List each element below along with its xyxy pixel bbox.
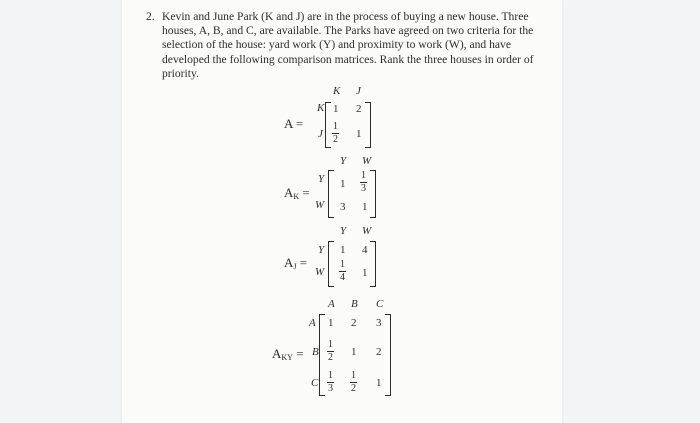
row-label-b: B — [312, 346, 319, 358]
col-label-k: K — [333, 85, 341, 97]
matrix-cell: 1 — [376, 377, 382, 389]
fraction-cell — [327, 340, 334, 363]
fraction-cell — [339, 260, 346, 283]
col-label-j: J — [356, 85, 361, 97]
left-bracket — [319, 314, 325, 396]
col-label-y: Y — [340, 225, 347, 237]
row-label-w: W — [315, 266, 325, 278]
matrix-cell: 1 — [356, 128, 362, 140]
textbook-page — [122, 0, 562, 423]
right-bracket — [370, 170, 376, 218]
matrix-cell: 1 — [333, 103, 339, 115]
numerator: 1 — [328, 370, 333, 381]
denominator: 4 — [340, 272, 345, 283]
matrix-name: $A_{KY}$ = — [272, 346, 304, 362]
left-bracket — [328, 170, 334, 218]
col-label-w: W — [362, 155, 372, 167]
right-bracket — [370, 241, 376, 287]
numerator: 1 — [340, 259, 345, 270]
denominator: 2 — [351, 383, 356, 394]
col-label-w: W — [362, 225, 372, 237]
fraction-cell — [360, 171, 367, 194]
fraction-cell — [327, 371, 334, 394]
row-label-c: C — [311, 377, 319, 389]
row-label-w: W — [315, 199, 325, 211]
row-label-k: K — [317, 102, 325, 114]
matrix-cell: 2 — [356, 103, 362, 115]
matrix-name: $A_K$ = — [284, 185, 310, 201]
row-label-a: A — [309, 317, 316, 329]
col-label-y: Y — [340, 155, 347, 167]
numerator: 1 — [351, 370, 356, 381]
right-bracket — [385, 314, 391, 396]
problem-number: 2. — [146, 10, 155, 23]
row-label-j: J — [318, 128, 323, 140]
matrix-cell: 1 — [362, 201, 368, 213]
left-bracket — [325, 102, 331, 148]
row-label-y: Y — [318, 173, 325, 185]
left-bracket — [328, 241, 334, 287]
problem-text: Kevin and June Park (K and J) are in the process of buying a new house. Three houses, A, B, and C, are available. The Parks have agreed on two criteria for the selection of the house: yard work (Y) and proximity to work (W), and have developed the following comparison matrices. Rank the three houses in order of priority. — [162, 10, 534, 80]
matrix-a-name: A = — [284, 116, 304, 131]
col-label-b: B — [351, 298, 358, 310]
right-bracket — [365, 102, 371, 148]
numerator: 1 — [361, 170, 366, 181]
col-label-c: C — [376, 298, 384, 310]
denominator: 3 — [361, 183, 366, 194]
matrix-cell: 1 — [340, 244, 346, 256]
matrix-cell: 2 — [351, 317, 357, 329]
matrix-cell: 1 — [328, 317, 334, 329]
denominator: 2 — [328, 352, 333, 363]
matrix-cell: 1 — [340, 178, 346, 190]
matrix-cell: 3 — [376, 317, 382, 329]
fraction-cell — [350, 371, 357, 394]
matrix-name: $A_J$ = — [284, 255, 308, 271]
matrix-cell: 4 — [362, 244, 368, 256]
numerator: 1 — [328, 339, 333, 350]
denominator: 3 — [328, 383, 333, 394]
matrix-cell: 3 — [340, 201, 346, 213]
denominator: 2 — [333, 134, 338, 145]
fraction-cell — [332, 122, 339, 145]
col-label-a: A — [328, 298, 335, 310]
matrix-cell: 1 — [362, 267, 368, 279]
numerator: 1 — [333, 121, 338, 132]
matrix-cell: 1 — [351, 346, 357, 358]
row-label-y: Y — [318, 244, 325, 256]
matrix-cell: 2 — [376, 346, 382, 358]
